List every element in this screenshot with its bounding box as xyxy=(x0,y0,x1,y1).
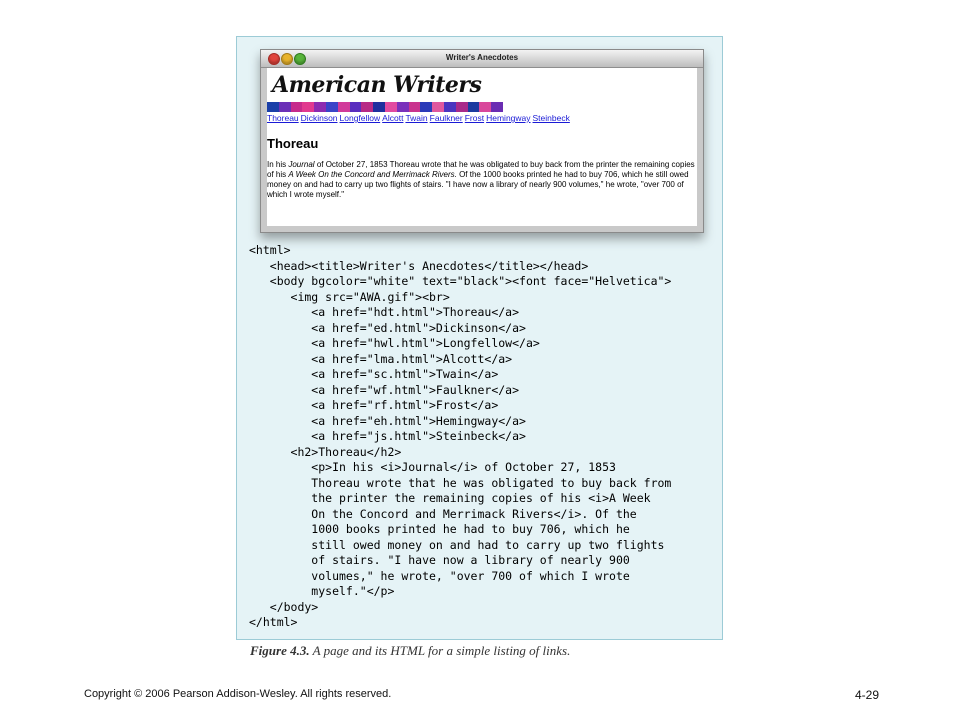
code-line: <h2>Thoreau</h2> xyxy=(249,444,402,459)
code-line: On the Concord and Merrimack Rivers</i>. Of the xyxy=(249,506,637,521)
color-swatch xyxy=(456,102,468,112)
color-swatch xyxy=(361,102,373,112)
code-line: <html> xyxy=(249,243,291,257)
writer-link-alcott[interactable]: Alcott xyxy=(382,113,404,123)
code-line: <p>In his <i>Journal</i> of October 27, 1853 xyxy=(249,460,616,474)
figure-label: Figure 4.3. xyxy=(250,643,310,658)
writer-link-faulkner[interactable]: Faulkner xyxy=(429,113,463,123)
page-heading: Thoreau xyxy=(267,136,319,151)
copyright-notice: Copyright © 2006 Pearson Addison-Wesley. All rights reserved. xyxy=(84,688,392,700)
html-source-listing xyxy=(249,243,671,631)
code-line: <a href="js.html">Steinbeck</a> xyxy=(249,429,526,443)
caption-text: A page and its HTML for a simple listing of links. xyxy=(309,643,571,658)
code-line: <a href="lma.html">Alcott</a> xyxy=(249,351,513,366)
writer-link-twain[interactable]: Twain xyxy=(405,113,428,123)
code-line: of stairs. "I have now a library of nearly 900 xyxy=(249,553,630,567)
code-line: myself."</p> xyxy=(249,584,395,598)
writer-link-steinbeck[interactable]: Steinbeck xyxy=(532,113,570,123)
color-swatch xyxy=(420,102,432,112)
color-swatch xyxy=(350,102,362,112)
code-line: the printer the remaining copies of his <i>A Week xyxy=(249,491,651,505)
code-line: </html> xyxy=(249,615,298,629)
color-swatch xyxy=(267,102,279,112)
anecdote-paragraph xyxy=(267,160,695,200)
color-swatch xyxy=(409,102,421,112)
slide-number: 4-29 xyxy=(855,688,880,702)
color-swatch xyxy=(479,102,491,112)
logo-color-strip xyxy=(267,102,503,112)
writer-link-thoreau[interactable]: Thoreau xyxy=(267,113,299,123)
color-swatch xyxy=(302,102,314,112)
browser-window xyxy=(260,49,704,233)
code-line: volumes," he wrote, "over 700 of which I wrote xyxy=(249,568,630,583)
window-content xyxy=(261,68,703,232)
code-line: <a href="ed.html">Dickinson</a> xyxy=(249,320,526,335)
figure-caption xyxy=(250,643,570,659)
color-swatch xyxy=(326,102,338,112)
figure-panel xyxy=(236,36,723,640)
code-line: <a href="eh.html">Hemingway</a> xyxy=(249,413,526,428)
code-line: 1000 books printed he had to buy 706, which he xyxy=(249,522,630,536)
writer-link-frost[interactable]: Frost xyxy=(464,113,485,123)
writer-links-nav xyxy=(267,113,572,123)
color-swatch xyxy=(468,102,480,112)
color-swatch xyxy=(291,102,303,112)
journal-title: Journal xyxy=(288,160,315,169)
book-title: A Week On the Concord and Merrimack Rivers. xyxy=(288,170,457,179)
color-swatch xyxy=(385,102,397,112)
code-line: <a href="rf.html">Frost</a> xyxy=(249,398,499,412)
writer-link-longfellow[interactable]: Longfellow xyxy=(339,113,381,123)
code-line: <a href="sc.html">Twain</a> xyxy=(249,367,499,381)
code-line: </body> xyxy=(249,599,319,614)
code-line: <a href="hdt.html">Thoreau</a> xyxy=(249,305,520,319)
color-swatch xyxy=(397,102,409,112)
color-swatch xyxy=(491,102,503,112)
paragraph-text: Of the 1000 books printed he had to buy 706, which he still owed money on and had to carry up two flights of stairs. "I have now a library of nearly 900 volumes," he wrote, "over 700 of which I wrote myself." xyxy=(267,170,689,199)
writer-link-dickinson[interactable]: Dickinson xyxy=(300,113,338,123)
paragraph-text: of October 27, 1853 Thoreau wrote that he was obligated to buy back from the printer the remaining copies of his xyxy=(267,160,695,179)
color-swatch xyxy=(279,102,291,112)
paragraph-text: In his xyxy=(267,160,289,169)
code-line: Thoreau wrote that he was obligated to buy back from xyxy=(249,475,672,490)
color-swatch xyxy=(373,102,385,112)
american-writers-logo: American Writers xyxy=(272,72,482,98)
code-line: still owed money on and had to carry up two flights xyxy=(249,537,665,552)
window-titlebar xyxy=(261,50,703,68)
code-line: <a href="hwl.html">Longfellow</a> xyxy=(249,336,540,350)
color-swatch xyxy=(444,102,456,112)
color-swatch xyxy=(432,102,444,112)
color-swatch xyxy=(338,102,350,112)
code-line: <a href="wf.html">Faulkner</a> xyxy=(249,382,520,397)
writer-link-hemingway[interactable]: Hemingway xyxy=(486,113,531,123)
code-line: <img src="AWA.gif"><br> xyxy=(249,289,450,304)
color-swatch xyxy=(314,102,326,112)
code-line: <body bgcolor="white" text="black"><font face="Helvetica"> xyxy=(249,274,672,288)
window-title: Writer's Anecdotes xyxy=(445,53,519,62)
code-line: <head><title>Writer's Anecdotes</title></head> xyxy=(249,258,589,273)
